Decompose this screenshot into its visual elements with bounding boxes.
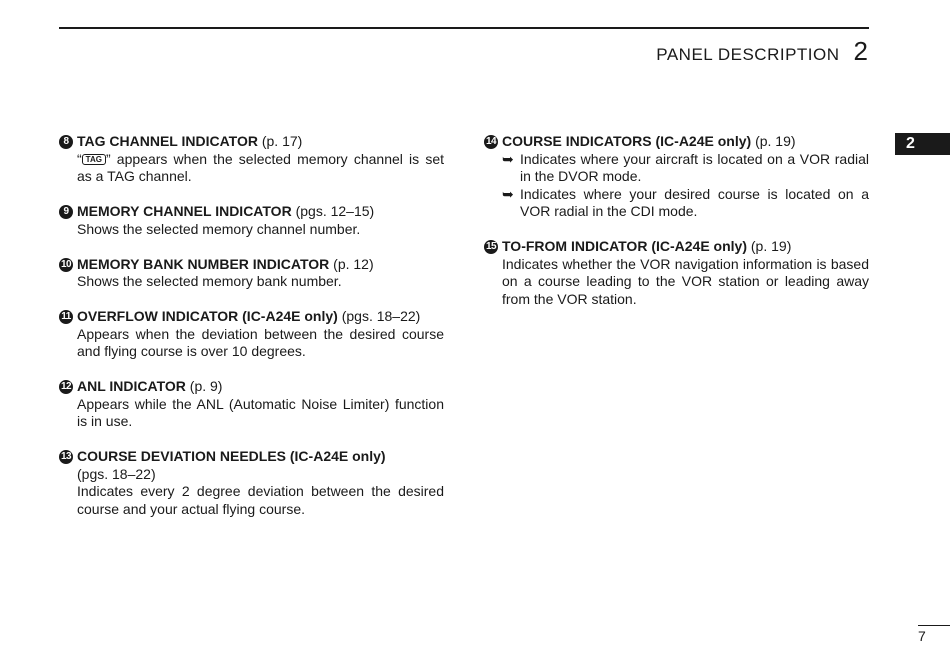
item-description: Appears when the deviation between the desired course and flying course is over 10 degrees. bbox=[77, 325, 444, 359]
arrow-bullet-icon: ➥ bbox=[502, 150, 514, 167]
item-title: COURSE DEVIATION NEEDLES (IC-A24E only) bbox=[77, 448, 386, 464]
item-page-ref: (p. 19) bbox=[755, 133, 796, 149]
item-description: Indicates every 2 degree deviation between the desired course and your actual flying course. bbox=[77, 483, 444, 517]
item-heading bbox=[77, 203, 444, 221]
item-marker-badge: 13 bbox=[60, 451, 72, 462]
item-title: COURSE INDICATORS (IC-A24E only) bbox=[502, 133, 752, 149]
item-heading bbox=[502, 238, 869, 256]
item-course-indicators bbox=[484, 133, 869, 221]
item-heading bbox=[77, 256, 444, 274]
item-description: Appears while the ANL (Automatic Noise Limiter) function is in use. bbox=[77, 395, 444, 429]
bullet-text: Indicates where your desired course is located on a VOR radial in the CDI mode. bbox=[520, 185, 869, 219]
description-text: ” appears when the selected memory channel is set as a TAG channel. bbox=[77, 150, 444, 184]
item-course-deviation-needles bbox=[59, 448, 444, 518]
section-number: 2 bbox=[853, 36, 868, 66]
arrow-bullet-icon: ➥ bbox=[502, 185, 514, 202]
page-header bbox=[656, 36, 868, 67]
item-description bbox=[77, 151, 444, 186]
page-number: 7 bbox=[918, 628, 926, 644]
item-description: Indicates whether the VOR navigation information is based on a course leading to the VOR station or leading away from the VOR station. bbox=[502, 255, 869, 307]
tag-icon: TAG bbox=[82, 154, 106, 165]
item-marker-badge: 11 bbox=[59, 310, 73, 324]
item-memory-bank-number-indicator bbox=[59, 256, 444, 291]
item-heading bbox=[77, 378, 444, 396]
item-tag-channel-indicator bbox=[59, 133, 444, 186]
item-marker-badge: 15 bbox=[485, 241, 497, 252]
top-rule bbox=[59, 27, 869, 29]
item-page-ref: (pgs. 18–22) bbox=[77, 465, 156, 482]
item-page-ref: (p. 9) bbox=[189, 378, 223, 394]
item-marker-badge: 12 bbox=[60, 381, 72, 392]
item-title: TO-FROM INDICATOR (IC-A24E only) bbox=[502, 238, 747, 254]
item-heading bbox=[77, 308, 444, 326]
section-tab: 2 bbox=[895, 133, 950, 155]
item-title: OVERFLOW INDICATOR (IC-A24E only) bbox=[77, 308, 338, 324]
item-title: ANL INDICATOR bbox=[77, 378, 186, 394]
section-title: PANEL DESCRIPTION bbox=[656, 45, 840, 64]
item-title: MEMORY CHANNEL INDICATOR bbox=[77, 203, 292, 219]
bullet-text: Indicates where your aircraft is located on a VOR radial in the DVOR mode. bbox=[520, 150, 869, 184]
item-anl-indicator bbox=[59, 378, 444, 431]
item-page-ref: (pgs. 12–15) bbox=[295, 203, 375, 219]
item-description: Shows the selected memory channel number. bbox=[77, 220, 361, 237]
item-marker-badge: 9 bbox=[59, 205, 73, 219]
item-page-ref: (p. 17) bbox=[261, 133, 303, 149]
quote-open: “ bbox=[77, 150, 82, 167]
item-marker-badge: 8 bbox=[59, 135, 73, 149]
item-heading bbox=[502, 133, 869, 151]
item-marker-badge: 10 bbox=[60, 258, 72, 270]
item-title: TAG CHANNEL INDICATOR bbox=[77, 133, 258, 149]
item-page-ref: (p. 19) bbox=[750, 238, 792, 254]
item-description: Shows the selected memory bank number. bbox=[77, 273, 342, 289]
left-column bbox=[59, 133, 444, 536]
item-marker-badge: 14 bbox=[485, 136, 497, 147]
item-memory-channel-indicator bbox=[59, 203, 444, 238]
item-overflow-indicator bbox=[59, 308, 444, 361]
item-page-ref: (p. 12) bbox=[333, 255, 374, 272]
item-to-from-indicator bbox=[484, 238, 869, 308]
bullet-item bbox=[502, 151, 869, 186]
item-heading bbox=[77, 133, 444, 151]
item-page-ref: (pgs. 18–22) bbox=[341, 308, 421, 324]
right-column bbox=[484, 133, 869, 326]
item-title: MEMORY BANK NUMBER INDICATOR bbox=[77, 255, 330, 272]
footer-rule bbox=[918, 625, 950, 626]
bullet-item bbox=[502, 186, 869, 221]
